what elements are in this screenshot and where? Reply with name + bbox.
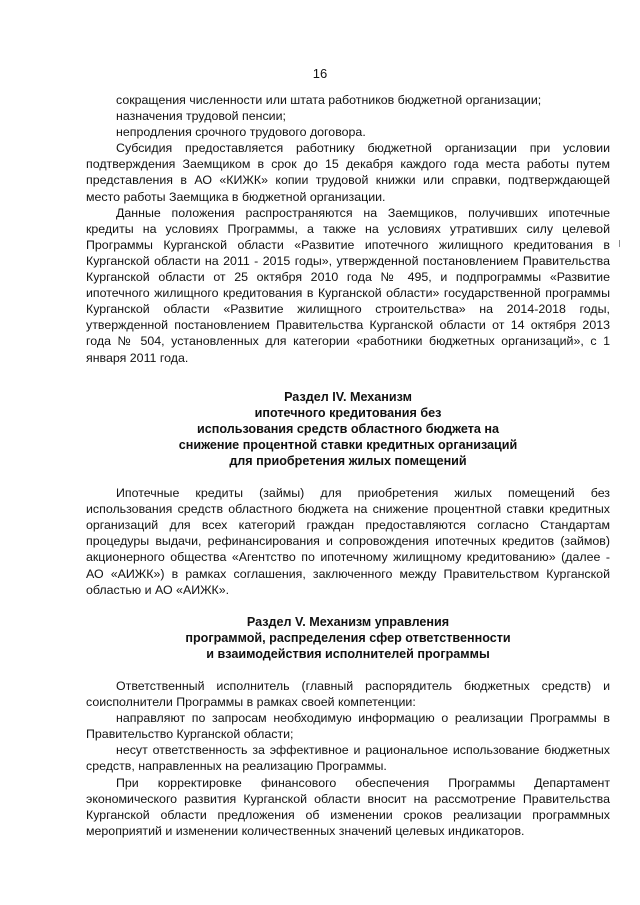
section-4-heading (86, 389, 610, 469)
paragraph: непродления срочного трудового договора. (116, 125, 366, 140)
heading-line: Раздел IV. Механизм (284, 389, 412, 404)
heading-line: программой, распределения сфер ответственности (185, 630, 511, 645)
document-body (86, 92, 610, 839)
paragraph: назначения трудовой пенсии; (116, 109, 286, 124)
heading-line: и взаимодействия исполнителей программы (206, 646, 490, 661)
heading-line: ипотечного кредитования без (254, 405, 442, 420)
paragraph: направляют по запросам необходимую информацию о реализации Программы в Правительство Курганской области; (86, 711, 610, 742)
paragraph: сокращения численности или штата работников бюджетной организации; (116, 93, 542, 107)
paragraph: При корректировке финансового обеспечения Программы Департамент экономического развития Курганской области вносит на рассмотрение Правительства Курганской области предложения об изменении сроков реализации программных мероприятий и изменении количественных значений целевых индикаторов. (86, 775, 610, 838)
heading-line: Раздел V. Механизм управления (246, 614, 450, 629)
heading-line: использования средств областного бюджета на (197, 421, 499, 436)
section-4-paragraph: Ипотечные кредиты (займы) для приобретения жилых помещений без использования средств областного бюджета на снижение процентной ставки кредитных организаций для всех категорий граждан предоставляются согласно Стандартам процедуры выдачи, рефинансирования и сопровождения ипотечных кредитов (займов) акционерного общества «Агентство по ипотечному жилищному кредитованию» (далее - АО «АИЖК») в рамках соглашения, заключенного между Правительством Курганской областью и АО «АИЖК». (86, 486, 610, 597)
paragraph: Данные положения распространяются на Заемщиков, получивших ипотечные кредиты на условиях Программы, а также на условиях утративших силу целевой Программы Курганской области «Развитие ипотечного жилищного кредитования в Курганской области на 2011 - 2015 годы», утвержденной постановлением Правительства Курганской области от 25 октября 2010 года № 495, и подпрограммы «Развитие ипотечного жилищного кредитования в Курганской области» государственной программы Курганской области «Развитие жилищного строительства» на 2014-2018 годы, утвержденной постановлением Правительства Курганской области от 14 октября 2013 года № 504, установленных для категории «работники бюджетных организаций», с 1 января 2011 года. (86, 205, 610, 365)
paragraph: Субсидия предоставляется работнику бюджетной организации при условии подтверждения Заемщиком в срок до 15 декабря каждого года места работы путем представления в АО «КИЖК» копии трудовой книжки или справки, подтверждающей место работы Заемщика в бюджетной организации. (86, 141, 610, 204)
margin-mark (619, 240, 620, 247)
heading-line: снижение процентной ставки кредитных организаций (178, 437, 518, 452)
paragraph: Ответственный исполнитель (главный распорядитель бюджетных средств) и соисполнители Программы в рамках своей компетенции: (86, 679, 610, 710)
heading-line: для приобретения жилых помещений (229, 453, 467, 468)
section-5-heading (86, 614, 610, 662)
page-number: 16 (312, 66, 328, 81)
paragraph: несут ответственность за эффективное и рациональное использование бюджетных средств, направленных на реализацию Программы. (86, 743, 610, 774)
